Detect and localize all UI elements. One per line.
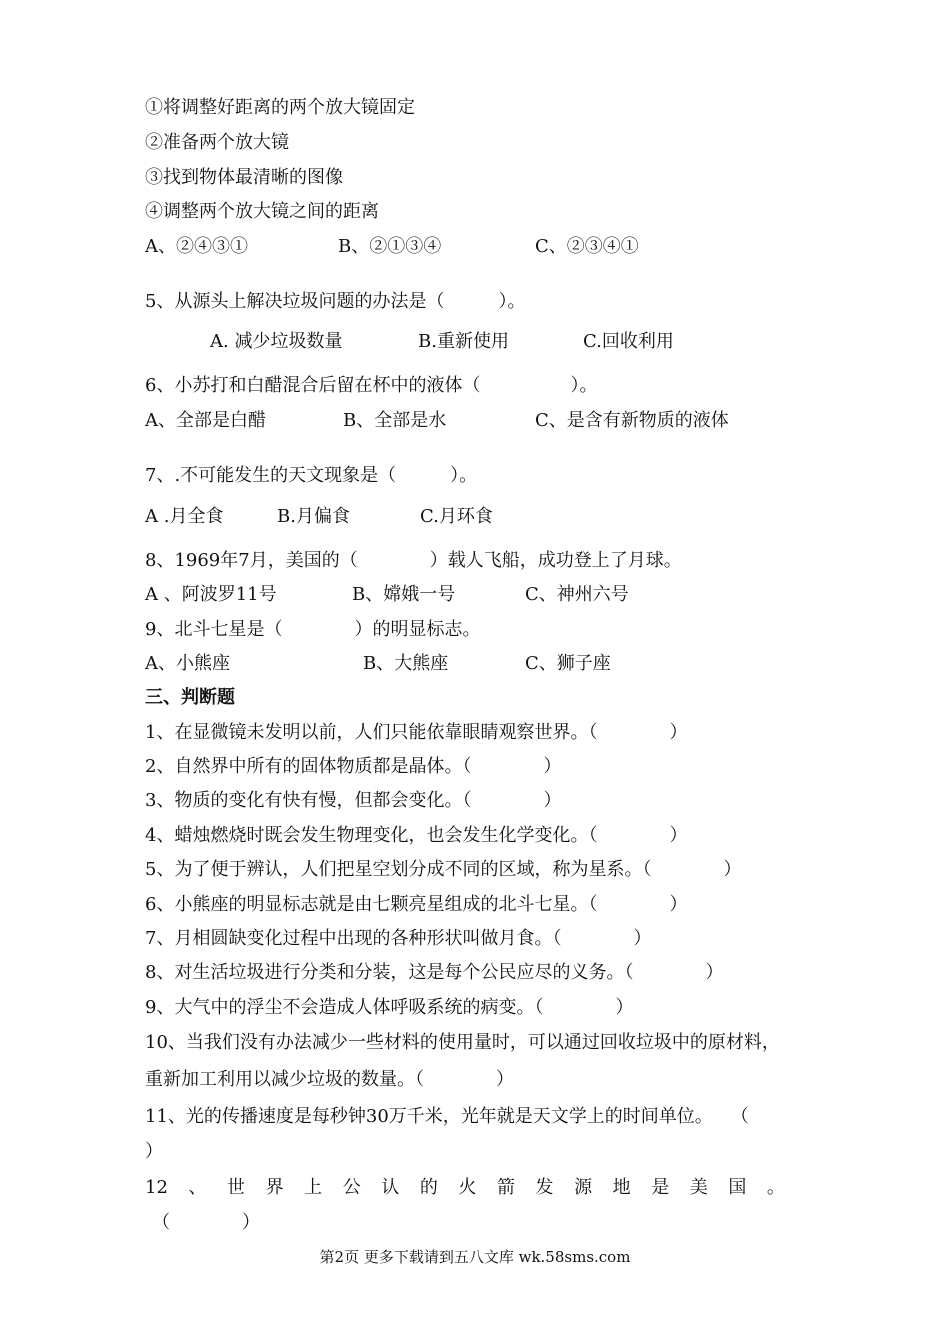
tf-item-12-char: 世 [227,1177,246,1198]
q5-option-c: C.回收利用 [583,331,674,352]
section-3-title: 三、判断题 [145,687,235,708]
q7-option-b: B.月偏食 [277,506,350,527]
tf-item-12-char: 认 [381,1177,400,1198]
q7-question: 7、.不可能发生的天文现象是（ ）。 [145,465,478,486]
tf-item-7: 7、月相圆缺变化过程中出现的各种形状叫做月食。（ ） [145,928,652,949]
q5-question: 5、从源头上解决垃圾问题的办法是（ ）。 [145,291,526,312]
tf-item-12-char: 界 [265,1177,284,1198]
tf-item-12-char: 。 [766,1177,785,1198]
tf-item-11-line-1: 11、光的传播速度是每秒钟30万千米，光年就是天文学上的时间单位。 （ [145,1106,749,1127]
tf-item-12-char: 美 [689,1177,708,1198]
q4-option-a: A、②④③① [145,236,248,257]
tf-item-12-char: 是 [651,1177,670,1198]
tf-item-12-char: 地 [612,1177,631,1198]
step-3: ③找到物体最清晰的图像 [145,167,343,188]
page-footer: 第2页 更多下载请到五八文库 wk.58sms.com [319,1248,631,1266]
q9-option-a: A、小熊座 [145,653,230,674]
q6-question: 6、小苏打和白醋混合后留在杯中的液体（ ）。 [145,375,598,396]
q7-option-c: C.月环食 [420,506,493,527]
tf-item-11-line-2: ） [145,1141,163,1162]
q8-option-c: C、神州六号 [525,584,629,605]
tf-item-6: 6、小熊座的明显标志就是由七颗亮星组成的北斗七星。（ ） [145,894,688,915]
tf-item-12-char: 12 [145,1177,168,1198]
q5-option-b: B.重新使用 [418,331,509,352]
q7-option-a: A .月全食 [145,506,224,527]
tf-item-12-line-2: （ ） [152,1212,260,1233]
q8-option-a: A 、阿波罗11号 [145,584,277,605]
tf-item-12-char: 火 [458,1177,477,1198]
q6-option-b: B、全部是水 [343,410,447,431]
q4-option-c: C、②③④① [535,236,639,257]
tf-item-12-char: 源 [574,1177,593,1198]
tf-item-12-char: 国 [728,1177,747,1198]
tf-item-10-line-1: 10、当我们没有办法减少一些材料的使用量时，可以通过回收垃圾中的原材料， [145,1032,780,1053]
tf-item-4: 4、蜡烛燃烧时既会发生物理变化，也会发生化学变化。（ ） [145,825,688,846]
step-2: ②准备两个放大镜 [145,132,289,153]
tf-item-5: 5、为了便于辨认，人们把星空划分成不同的区域，称为星系。（ ） [145,859,742,880]
q8-question: 8、1969年7月，美国的（ ）载人飞船，成功登上了月球。 [145,550,682,571]
q9-option-c: C、狮子座 [525,653,611,674]
q5-option-a: A. 减少垃圾数量 [210,331,343,352]
tf-item-12-char: 公 [342,1177,361,1198]
q6-option-c: C、是含有新物质的液体 [535,410,729,431]
tf-item-12-line-1 [145,1176,785,1200]
tf-item-8: 8、对生活垃圾进行分类和分装，这是每个公民应尽的义务。（ ） [145,962,724,983]
q9-option-b: B、大熊座 [363,653,449,674]
tf-item-12-char: 箭 [496,1177,515,1198]
q4-option-b: B、②①③④ [338,236,442,257]
tf-item-1: 1、在显微镜未发明以前，人们只能依靠眼睛观察世界。（ ） [145,722,688,743]
tf-item-12-char: 发 [535,1177,554,1198]
step-1: ①将调整好距离的两个放大镜固定 [145,97,415,118]
q6-option-a: A、全部是白醋 [145,410,266,431]
tf-item-12-char: 的 [419,1177,438,1198]
tf-item-12-char: 上 [304,1177,323,1198]
tf-item-9: 9、大气中的浮尘不会造成人体呼吸系统的病变。（ ） [145,997,634,1018]
tf-item-12-char: 、 [188,1177,207,1198]
tf-item-3: 3、物质的变化有快有慢，但都会变化。（ ） [145,790,562,811]
tf-item-2: 2、自然界中所有的固体物质都是晶体。（ ） [145,756,562,777]
step-4: ④调整两个放大镜之间的距离 [145,201,379,222]
q8-option-b: B、嫦娥一号 [352,584,456,605]
tf-item-10-line-2: 重新加工利用以减少垃圾的数量。（ ） [145,1069,514,1090]
q9-question: 9、北斗七星是（ ）的明显标志。 [145,619,481,640]
